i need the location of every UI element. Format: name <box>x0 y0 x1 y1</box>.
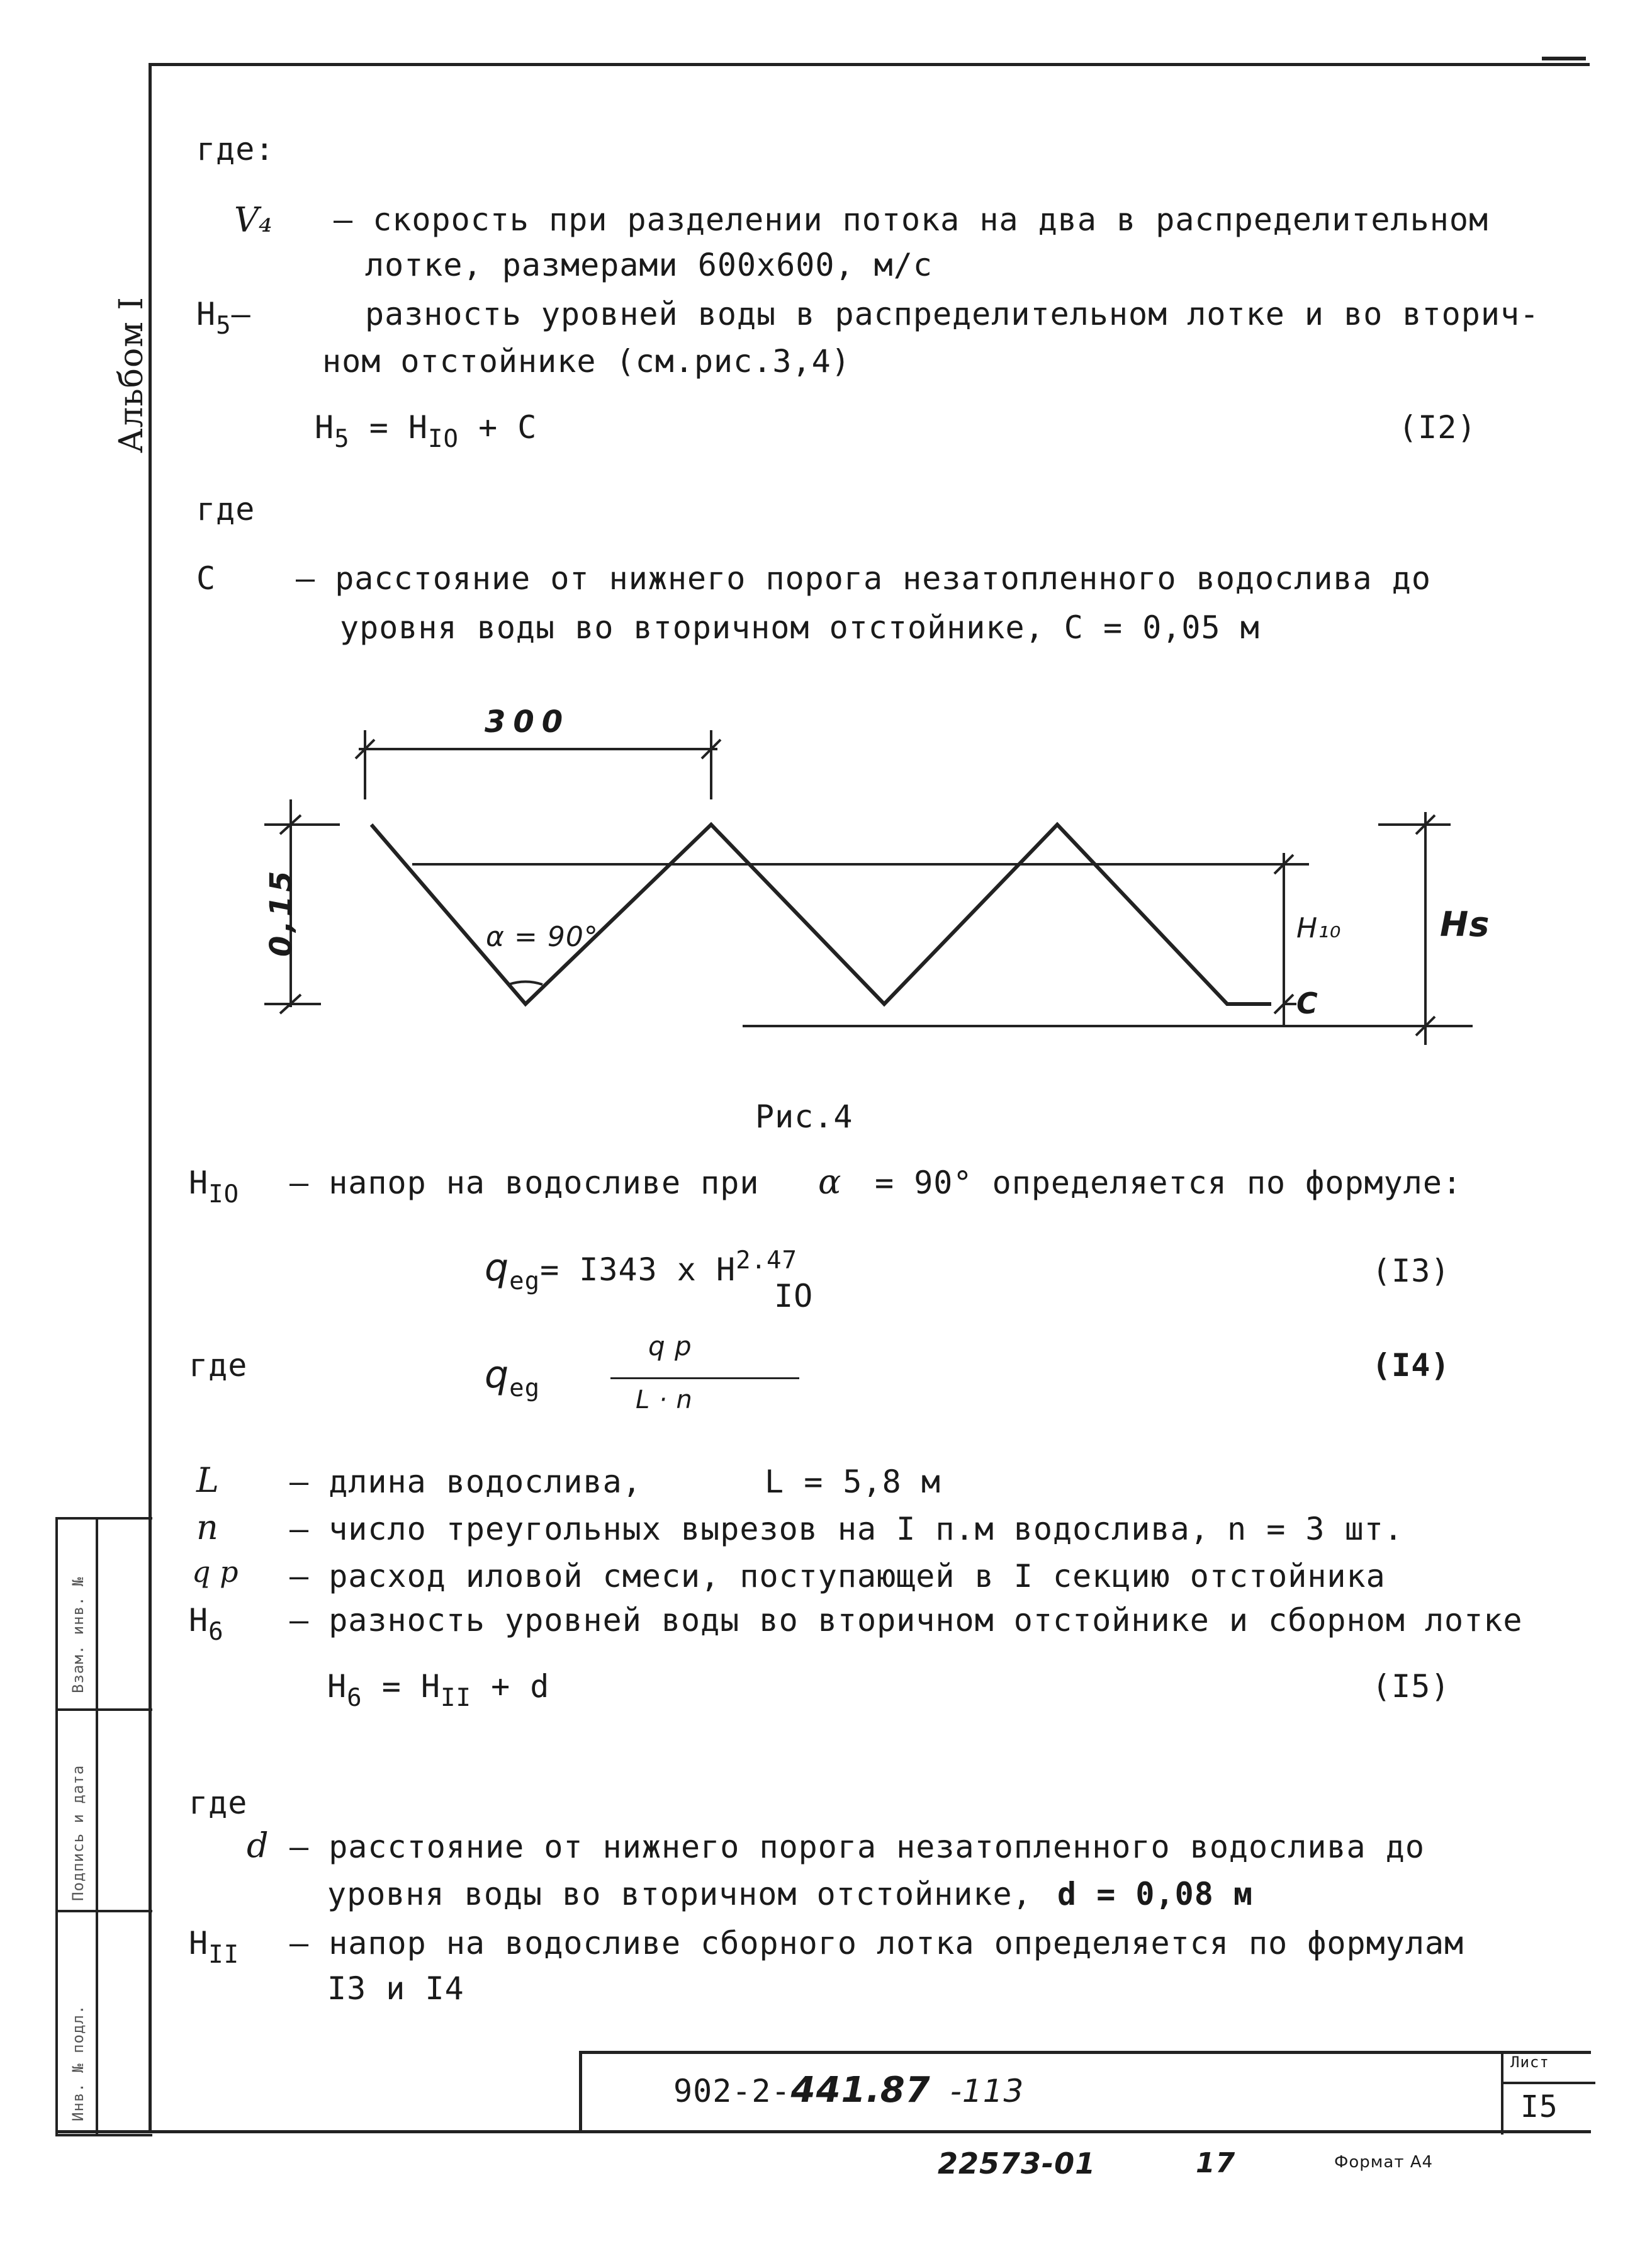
footer-format: Формат А4 <box>1334 2153 1434 2172</box>
sheet-label: Лист <box>1510 2053 1549 2071</box>
figure-4-weir-diagram <box>252 692 1523 1070</box>
n-value: n = 3 шт. <box>1227 1511 1403 1547</box>
fig-angle-label: α = 90° <box>486 921 598 953</box>
fig-h5-label: Hs <box>1440 905 1490 944</box>
stamp-inv-orig: Инв. № подл. <box>69 2004 87 2121</box>
h6-definition: – разность уровней воды во вторичном отстойнике и сборном лотке <box>289 1602 1523 1639</box>
formula-13-sub: IO <box>774 1278 814 1314</box>
formula-15: $H_6 = H_{II} + d$ <box>327 1668 550 1712</box>
c-definition-line2: уровня воды во вторичном отстойнике, C = 0,05 м <box>340 609 1260 646</box>
l-definition: – длина водослива, <box>289 1464 642 1500</box>
h5-definition-line1: разность уровней воды в распределительном лотке и во вторич- <box>365 296 1540 332</box>
fig-h10-label: H₁₀ <box>1296 912 1342 944</box>
doc-code: 902-2-441.87 -113 <box>673 2070 1025 2111</box>
fig-c-label: C <box>1296 986 1318 1020</box>
h11-definition-line2: I3 и I4 <box>327 1970 464 2007</box>
figure-caption: Рис.4 <box>755 1098 853 1135</box>
h10-symbol: $H_{IO}$ <box>189 1165 240 1209</box>
formula-12: $H_5 = H_{IO} + C$ <box>315 409 537 453</box>
c-symbol: C <box>196 560 216 597</box>
where-label-3: где <box>189 1347 248 1384</box>
weir-profile <box>371 825 1271 1004</box>
footer-inventory-number: 22573-01 <box>938 2147 1096 2181</box>
d-value: d = 0,08 м <box>1057 1876 1254 1912</box>
h10-definition-a: – напор на водосливе при <box>289 1165 760 1201</box>
formula-14-numerator: q p <box>648 1331 692 1362</box>
footer-number: 17 <box>1196 2147 1236 2179</box>
formula-15-number: (I5) <box>1372 1668 1451 1705</box>
album-label: Альбом I <box>113 296 150 453</box>
formula-14-denominator: L · n <box>636 1385 693 1414</box>
h11-definition-line1: – напор на водосливе сборного лотка определяется по формулам <box>289 1925 1464 1961</box>
h6-symbol: $H_6$ <box>189 1602 224 1646</box>
where-label-2: где <box>196 491 256 528</box>
n-definition: – число треугольных вырезов на I п.м водослива, <box>289 1511 1210 1547</box>
d-definition-line1: – расстояние от нижнего порога незатопленного водослива до <box>289 1829 1425 1865</box>
where-label-4: где <box>189 1785 248 1821</box>
qp-definition: – расход иловой смеси, поступающей в I секцию отстойника <box>289 1558 1386 1594</box>
h5-definition-line2: ном отстойнике (см.рис.3,4) <box>322 343 851 380</box>
formula-14-fraction-bar <box>610 1377 799 1379</box>
v4-definition-line2: лотке, размерами 600х600, м/с <box>365 247 933 283</box>
fig-dim-300: 300 <box>485 704 571 740</box>
h10-alpha-symbol: α <box>818 1162 841 1202</box>
formula-14-lhs: $q_{eg}$ <box>485 1353 541 1402</box>
stamp-sign-date: Подпись и дата <box>69 1764 87 1901</box>
h5-symbol: $H_5-$ <box>196 296 251 340</box>
h11-symbol: $H_{II}$ <box>189 1925 240 1969</box>
stamp-inv-dup: Взам. инв. № <box>69 1576 87 1693</box>
n-symbol: n <box>196 1508 218 1547</box>
d-symbol: d <box>247 1825 269 1865</box>
frame-top-line <box>149 63 1590 66</box>
formula-12-number: (I2) <box>1398 409 1477 446</box>
angle-arc <box>508 982 542 985</box>
l-symbol: L <box>196 1460 219 1500</box>
c-definition-line1: – расстояние от нижнего порога незатопленного водослива до <box>296 560 1431 597</box>
sheet-number: I5 <box>1520 2089 1558 2124</box>
l-value: L = 5,8 м <box>765 1464 941 1500</box>
d-definition-line2: уровня воды во вторичном отстойнике, <box>327 1876 1032 1912</box>
qp-symbol: q p <box>192 1555 239 1589</box>
where-label-1: где: <box>196 131 275 167</box>
formula-13: $q_{eg}= I343$ x $H^{2.47}$ <box>485 1246 798 1295</box>
v4-definition-line1: – скорость при разделении потока на два в распределительном <box>334 201 1489 238</box>
formula-14-number: (I4) <box>1372 1347 1451 1384</box>
corner-mark <box>1542 57 1586 60</box>
fig-dim-015: 0,15 <box>264 867 299 957</box>
formula-13-number: (I3) <box>1372 1253 1451 1289</box>
h10-definition-b: = 90° определяется по формуле: <box>875 1165 1463 1201</box>
v4-symbol: V₄ <box>234 200 272 240</box>
